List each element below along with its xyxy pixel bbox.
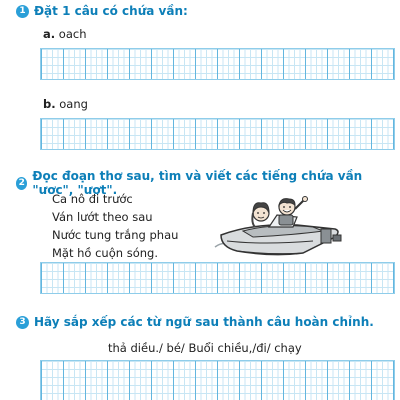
exercise-number-badge: 2 bbox=[16, 177, 27, 190]
exercise-3-heading bbox=[16, 315, 374, 329]
poem-line: Mặt hồ cuộn sóng. bbox=[52, 246, 158, 260]
exercise-2-title: Đọc đoạn thơ sau, tìm và viết các tiếng chứa vần "ươc", "ươt". bbox=[32, 169, 363, 197]
writing-grid-ex3[interactable] bbox=[40, 360, 395, 400]
part-b-letter: b. bbox=[43, 97, 56, 111]
speedboat-kids-illustration bbox=[213, 195, 353, 263]
poem bbox=[52, 190, 178, 262]
exercise-1-heading bbox=[16, 4, 188, 18]
part-b-text: oang bbox=[59, 97, 88, 111]
part-b-label bbox=[43, 97, 88, 111]
poem-line: Nước tung trắng phau bbox=[52, 228, 179, 242]
exercise-1-title: Đặt 1 câu có chứa vần: bbox=[34, 4, 188, 18]
poem-line: Ván lướt theo sau bbox=[52, 210, 153, 224]
exercise-number-badge: 1 bbox=[16, 5, 29, 18]
part-a-text: oach bbox=[58, 27, 87, 41]
writing-grid-b1[interactable] bbox=[40, 118, 395, 150]
exercise-number-badge: 3 bbox=[16, 316, 29, 329]
part-a-label bbox=[43, 27, 87, 41]
writing-grid-a1[interactable] bbox=[40, 48, 395, 80]
writing-grid-ex2-1[interactable] bbox=[40, 262, 395, 294]
word-list: thả diều./ bé/ Buổi chiều,/đi/ chạy bbox=[108, 341, 302, 355]
poem-line: Ca nô đi trước bbox=[52, 192, 133, 206]
exercise-3-title: Hãy sắp xếp các từ ngữ sau thành câu hoàn chỉnh. bbox=[34, 315, 374, 329]
part-a-letter: a. bbox=[43, 27, 56, 41]
